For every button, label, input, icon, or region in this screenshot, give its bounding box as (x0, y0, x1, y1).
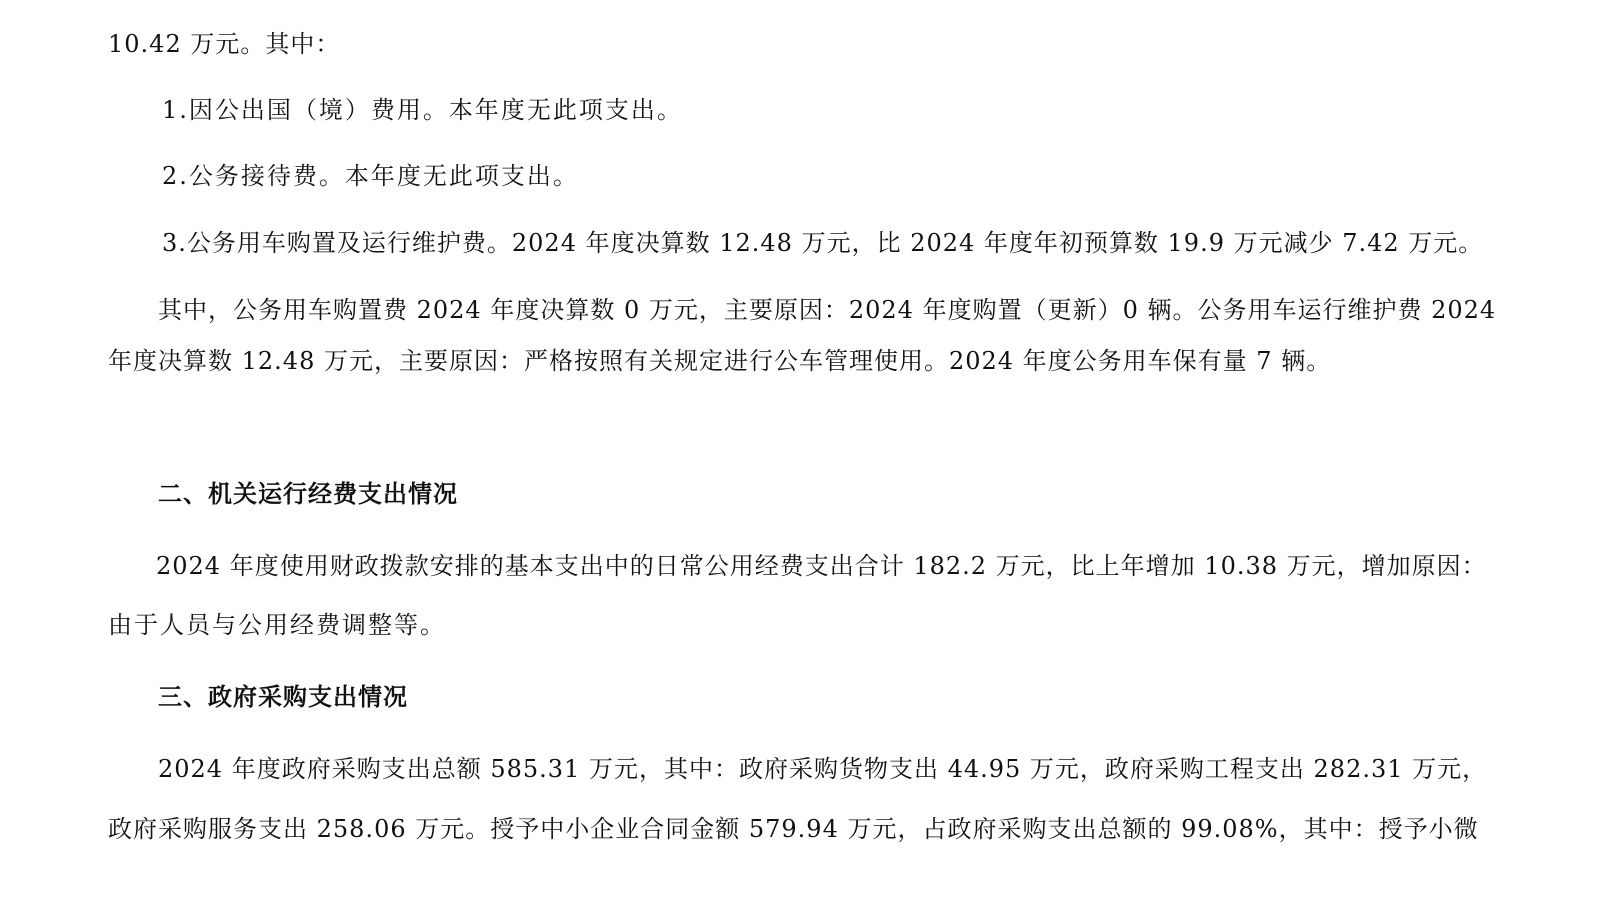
paragraph-line: 由于人员与公用经费调整等。 (108, 611, 446, 639)
paragraph-line: 年度决算数 12.48 万元，主要原因：严格按照有关规定进行公车管理使用。2024 年度公务用车保有量 7 辆。 (108, 347, 1332, 375)
section-heading: 三、政府采购支出情况 (158, 683, 408, 711)
paragraph-line: 2024 年度政府采购支出总额 585.31 万元，其中：政府采购货物支出 44.95 万元，政府采购工程支出 282.31 万元， (158, 755, 1488, 783)
paragraph-line: 2024 年度使用财政拨款安排的基本支出中的日常公用经费支出合计 182.2 万元，比上年增加 10.38 万元，增加原因： (156, 552, 1487, 580)
list-item-line: 3.公务用车购置及运行维护费。2024 年度决算数 12.48 万元，比 2024 年度年初预算数 19.9 万元减少 7.42 万元。 (162, 229, 1484, 257)
paragraph-line: 其中，公务用车购置费 2024 年度决算数 0 万元，主要原因：2024 年度购置（更新）0 辆。公务用车运行维护费 2024 (158, 296, 1497, 324)
list-item-line: 1.因公出国（境）费用。本年度无此项支出。 (162, 96, 683, 124)
section-heading: 二、机关运行经费支出情况 (158, 480, 458, 508)
list-item-line: 2.公务接待费。本年度无此项支出。 (162, 162, 579, 190)
paragraph-line: 政府采购服务支出 258.06 万元。授予中小企业合同金额 579.94 万元，占政府采购支出总额的 99.08%，其中：授予小微 (108, 815, 1479, 843)
paragraph-line: 10.42 万元。其中： (108, 30, 341, 58)
